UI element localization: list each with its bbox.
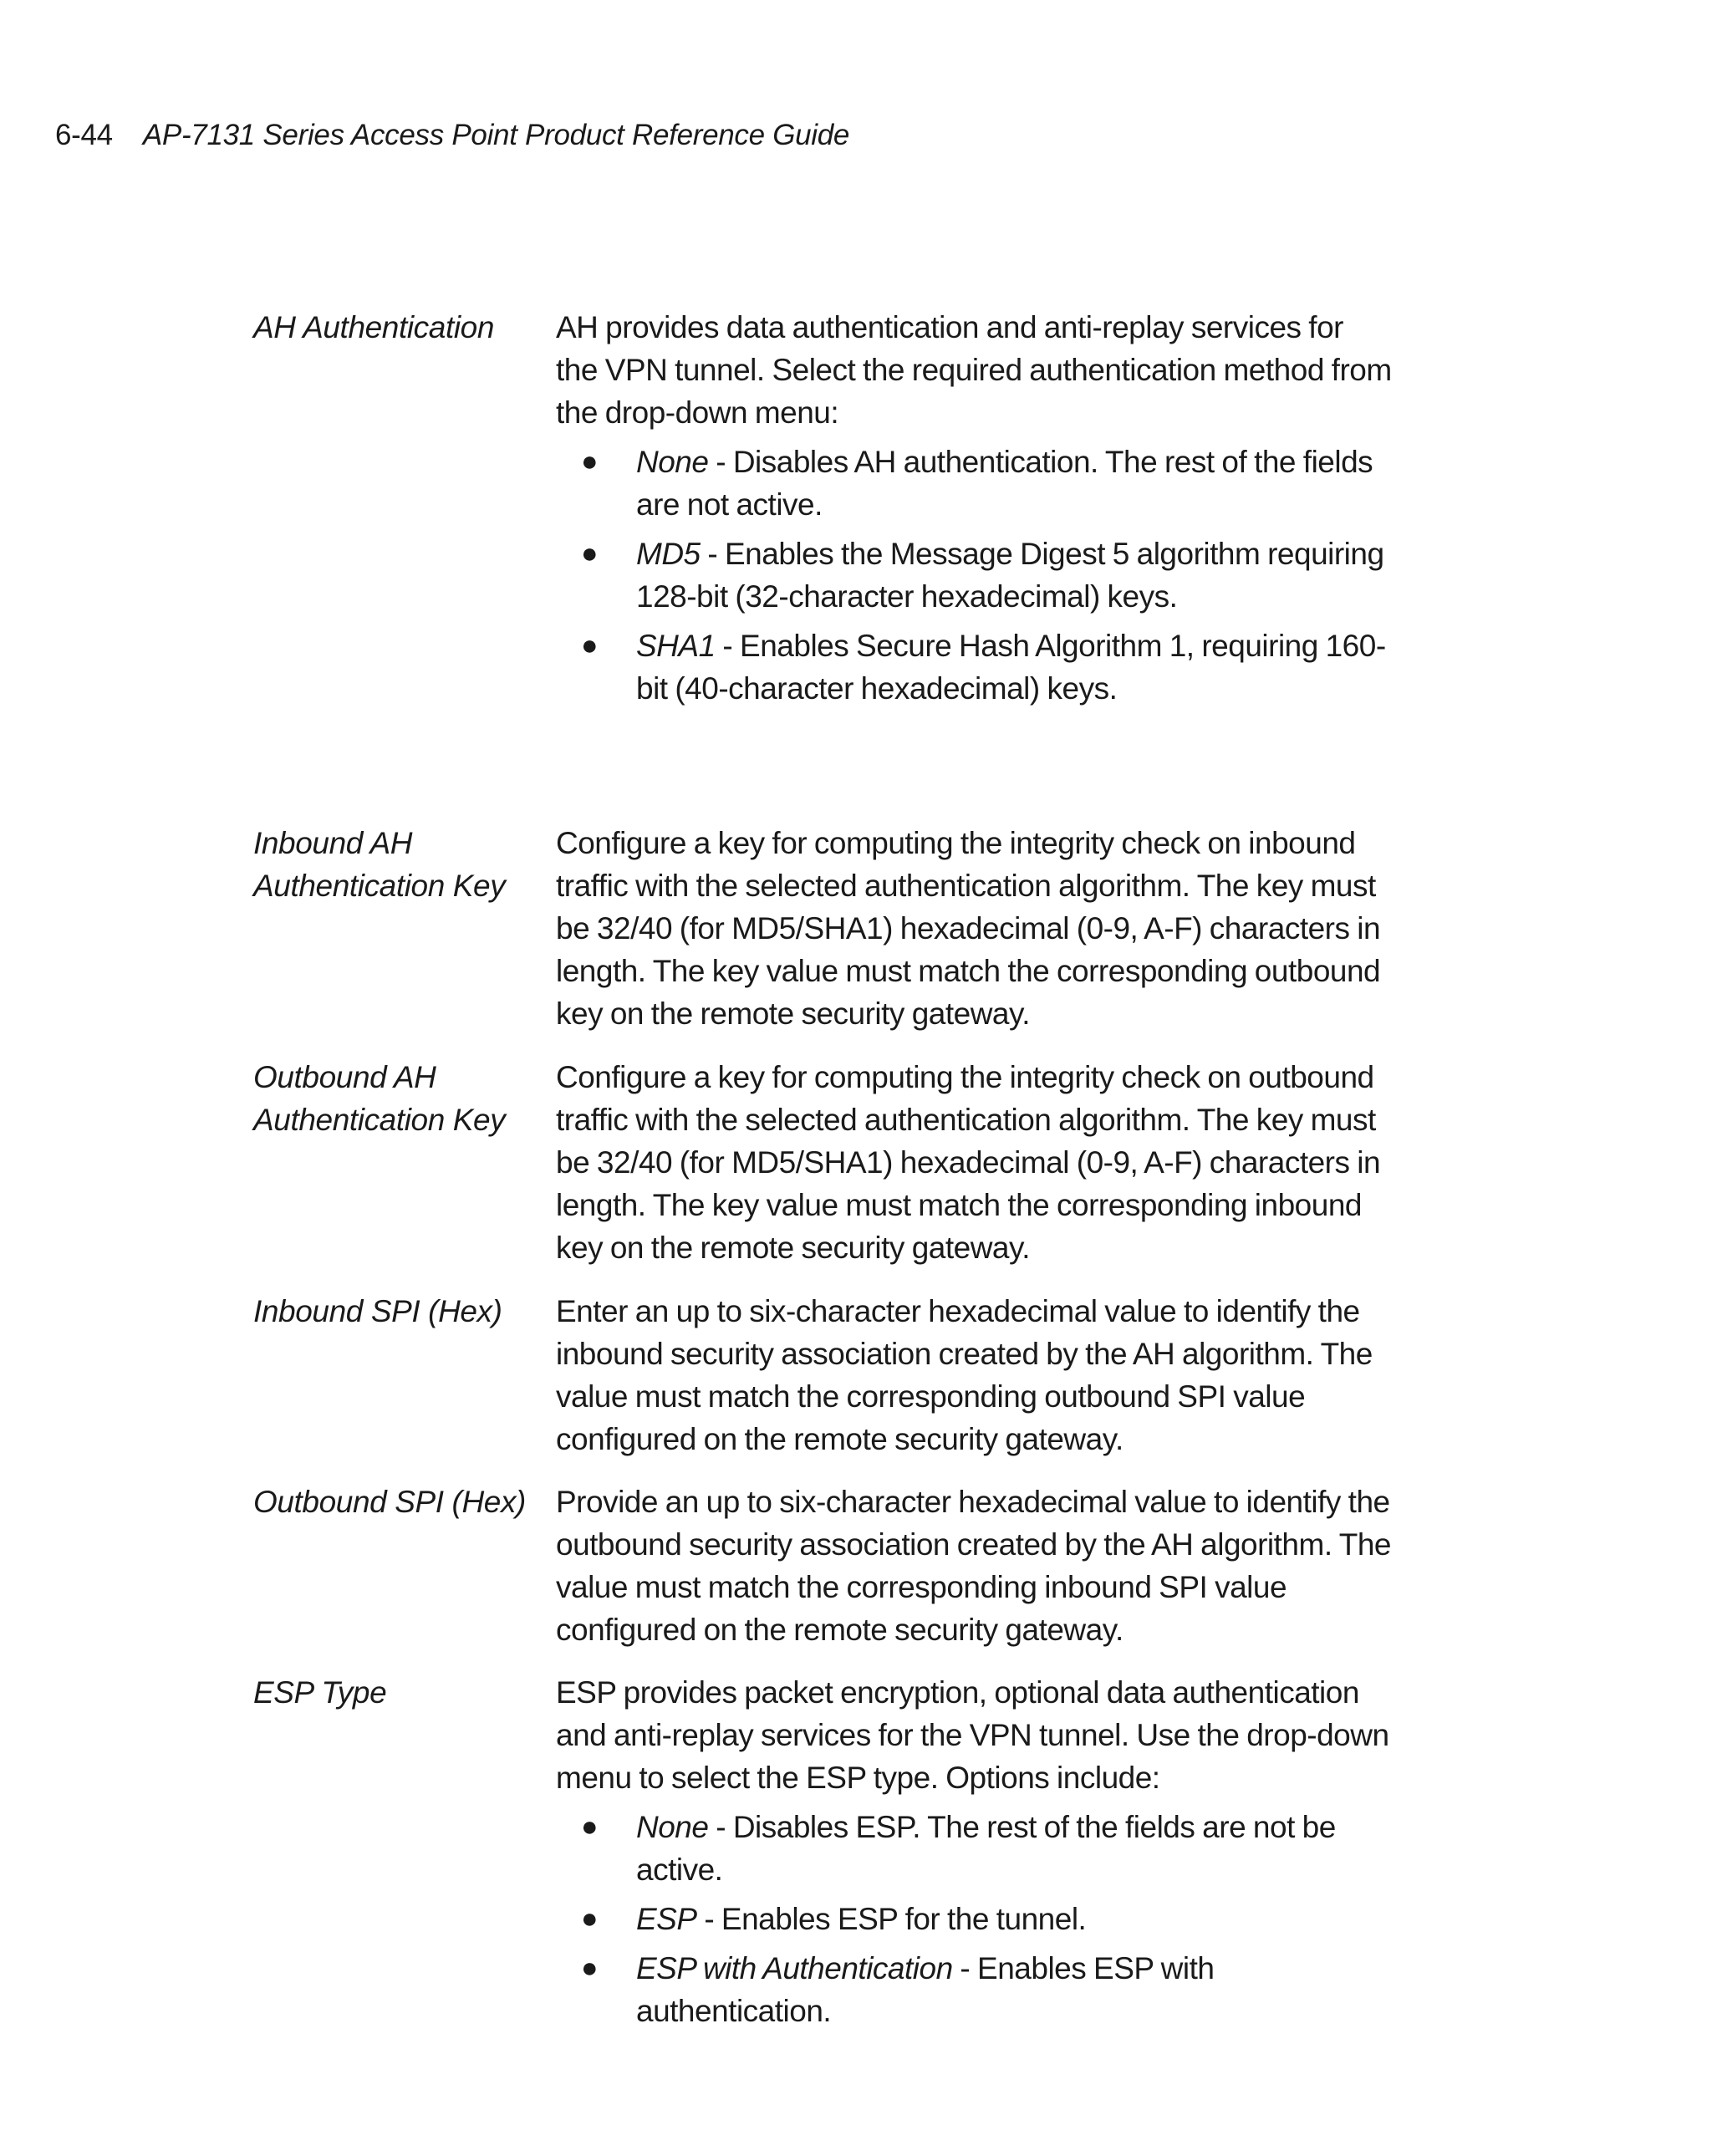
parameter-table	[253, 306, 1424, 2039]
option-term: ESP	[636, 1902, 697, 1936]
option-item	[556, 441, 1392, 526]
option-text: - Enables ESP for the tunnel.	[696, 1902, 1087, 1936]
parameter-row	[253, 1481, 1424, 1671]
parameter-row	[253, 306, 1424, 822]
parameter-term: Inbound SPI (Hex)	[253, 1294, 502, 1328]
description-text: Configure a key for computing the integrity check on outbound traffic with the selected authentication algorithm. The key must be 32/40 (for MD5/SHA1) hexadecimal (0-9, A-F) characters in length. The key value must match the corresponding inbound key on the remote security gateway.	[556, 1060, 1381, 1265]
page-header	[55, 119, 849, 152]
parameter-term: Outbound SPI (Hex)	[253, 1485, 526, 1519]
document-title: AP-7131 Series Access Point Product Reference Guide	[142, 119, 850, 151]
parameter-description	[556, 306, 1392, 716]
parameter-row	[253, 1671, 1424, 2039]
description-text: Configure a key for computing the integrity check on inbound traffic with the selected authentication algorithm. The key must be 32/40 (for MD5/SHA1) hexadecimal (0-9, A-F) characters in length. The key value must match the corresponding outbound key on the remote security gateway.	[556, 826, 1381, 1031]
bullet-icon: ●	[581, 446, 599, 477]
option-item	[556, 1806, 1392, 1891]
option-text: - Enables ESP with authentication.	[636, 1951, 1215, 2028]
parameter-description	[556, 822, 1392, 1035]
option-term: None	[636, 1810, 709, 1844]
option-term: None	[636, 445, 709, 479]
option-list	[556, 1806, 1392, 2032]
parameter-term: Outbound AH Authentication Key	[253, 1060, 506, 1137]
parameter-description	[556, 1290, 1392, 1460]
parameter-description	[556, 1056, 1392, 1269]
description-text: AH provides data authentication and anti-replay services for the VPN tunnel. Select the required authentication method from the drop-down menu:	[556, 310, 1392, 430]
option-text: - Disables ESP. The rest of the fields are not be active.	[636, 1810, 1336, 1887]
parameter-row	[253, 1056, 1424, 1290]
description-text: ESP provides packet encryption, optional data authentication and anti-replay services for the VPN tunnel. Use the drop-down menu to select the ESP type. Options include:	[556, 1675, 1389, 1795]
parameter-term: AH Authentication	[253, 310, 495, 344]
description-text: Enter an up to six-character hexadecimal value to identify the inbound security association created by the AH algorithm. The value must match the corresponding outbound SPI value configured on the remote security gateway.	[556, 1294, 1373, 1456]
page-number: 6-44	[55, 119, 113, 151]
option-item	[556, 533, 1392, 618]
description-text: Provide an up to six-character hexadecimal value to identify the outbound security association created by the AH algorithm. The value must match the corresponding inbound SPI value configured on the remote security gateway.	[556, 1485, 1391, 1647]
parameter-term: Inbound AH Authentication Key	[253, 826, 506, 903]
bullet-icon: ●	[581, 629, 599, 661]
bullet-icon: ●	[581, 1952, 599, 1984]
parameter-term: ESP Type	[253, 1675, 387, 1710]
parameter-row	[253, 1290, 1424, 1481]
option-text: - Enables the Message Digest 5 algorithm requiring 128-bit (32-character hexadecimal) keys.	[636, 537, 1384, 614]
bullet-icon: ●	[581, 1811, 599, 1843]
option-item	[556, 1898, 1392, 1940]
bullet-icon: ●	[581, 1903, 599, 1934]
option-item	[556, 624, 1392, 710]
option-term: ESP with Authentication	[636, 1951, 953, 1985]
parameter-description	[556, 1671, 1392, 2039]
option-text: - Disables AH authentication. The rest of the fields are not active.	[636, 445, 1373, 522]
parameter-row	[253, 822, 1424, 1056]
option-list	[556, 441, 1392, 710]
option-text: - Enables Secure Hash Algorithm 1, requiring 160-bit (40-character hexadecimal) keys.	[636, 629, 1386, 706]
parameter-description	[556, 1481, 1392, 1651]
option-term: SHA1	[636, 629, 716, 663]
option-item	[556, 1947, 1392, 2032]
option-term: MD5	[636, 537, 701, 571]
bullet-icon: ●	[581, 538, 599, 569]
